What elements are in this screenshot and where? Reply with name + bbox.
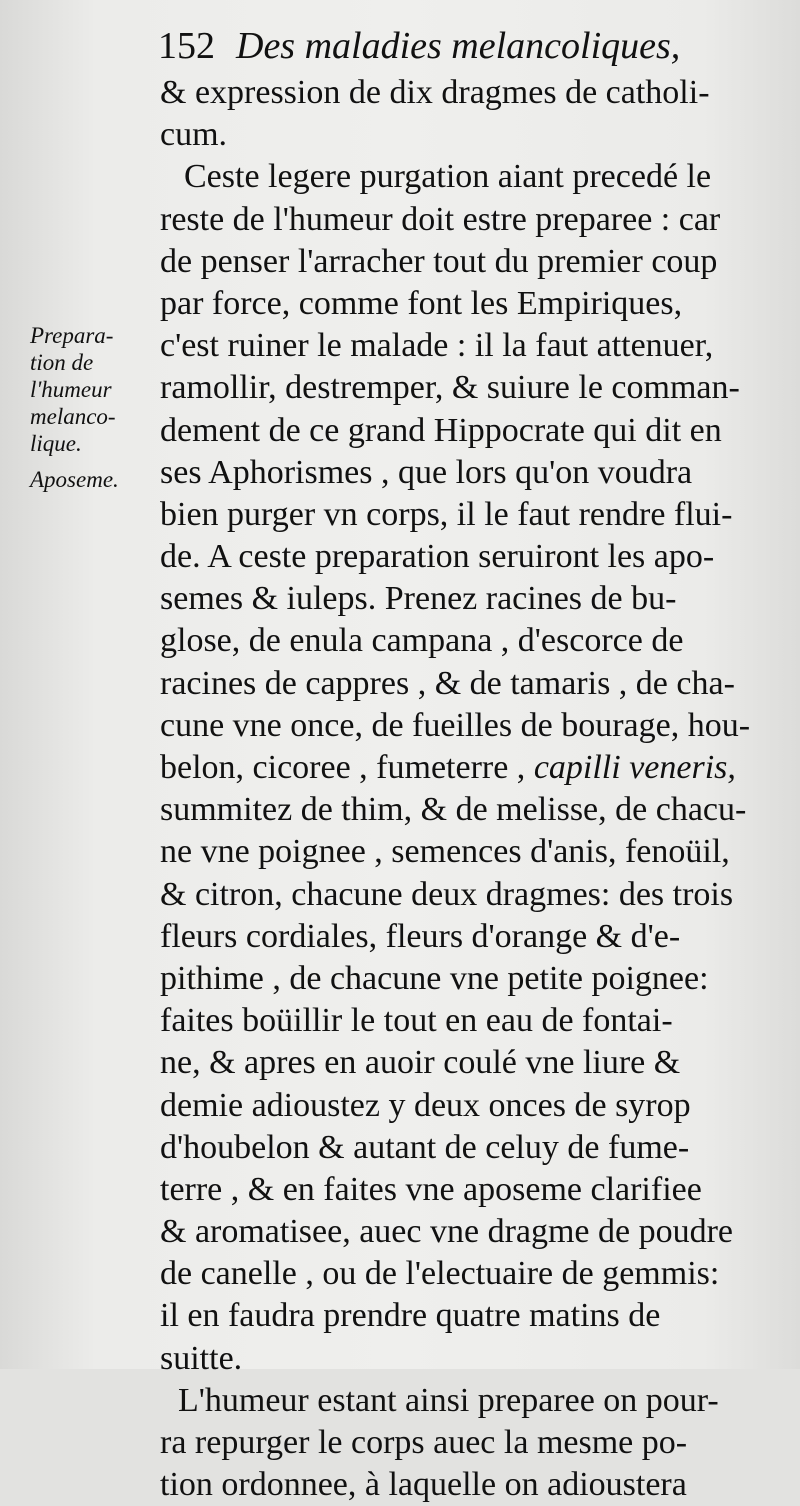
- margin-note-line: tion de: [30, 350, 94, 375]
- text-line: faites boüillir le tout en eau de fontai-: [160, 1002, 673, 1040]
- margin-note-line: lique.: [30, 431, 82, 456]
- text-line: & citron, chacune deux dragmes: des trois: [160, 875, 734, 913]
- text-line: bien purger vn corps, il le faut rendre flui-: [160, 495, 733, 533]
- text-line: fleurs cordiales, fleurs d'orange & d'e-: [160, 917, 681, 955]
- text-line: terre , & en faites vne aposeme clarifiee: [160, 1170, 702, 1208]
- text-line: ra repurger le corps auec la mesme po-: [160, 1424, 688, 1461]
- text-line: cune vne once, de fueilles de bourage, hou-: [160, 706, 751, 744]
- text-line: suitte.: [160, 1339, 243, 1377]
- text-line: c'est ruiner le malade : il la faut attenuer,: [160, 327, 714, 365]
- text-line: pithime , de chacune vne petite poignee:: [160, 959, 709, 997]
- text-line: dement de ce grand Hippocrate qui dit en: [160, 411, 722, 449]
- text-line: d'houbelon & autant de celuy de fume-: [160, 1128, 690, 1166]
- margin-notes: [30, 322, 162, 493]
- text-line: ses Aphorismes , que lors qu'on voudra: [160, 453, 693, 491]
- text-line: & expression de dix dragmes de catholi-: [160, 74, 710, 111]
- text-line: de canelle , ou de l'electuaire de gemmis:: [160, 1255, 720, 1293]
- text-line: [160, 747, 740, 789]
- text-line: par force, comme font les Empiriques,: [160, 284, 683, 322]
- italic-phrase: capilli veneris,: [533, 749, 736, 786]
- text-line: L'humeur estant ainsi preparee on pour-: [178, 1381, 719, 1419]
- margin-note-line: l'humeur: [30, 377, 112, 402]
- running-title: Des maladies melancoliques,: [236, 25, 681, 67]
- text-line: summitez de thim, & de melisse, de chacu-: [160, 791, 747, 829]
- margin-note-line: melanco-: [30, 404, 116, 429]
- text-line: semes & iuleps. Prenez racines de bu-: [160, 580, 677, 618]
- text-line: ramollir, destremper, & suiure le comman-: [160, 369, 740, 407]
- margin-note-aposeme: Aposeme.: [30, 467, 119, 492]
- text-line: racines de cappres , & de tamaris , de cha-: [160, 664, 735, 702]
- body-text: [160, 72, 751, 1506]
- text-line: de penser l'arracher tout du premier coup: [160, 242, 718, 280]
- text-segment: belon, cicoree , fumeterre ,: [160, 749, 526, 786]
- text-line: ne, & apres en auoir coulé vne liure &: [160, 1044, 681, 1082]
- text-line: Ceste legere purgation aiant precedé le: [184, 158, 712, 196]
- margin-note-line: Prepara-: [30, 323, 114, 348]
- text-line: tion ordonnee, à laquelle on adioustera: [160, 1466, 687, 1504]
- text-line: reste de l'humeur doit estre preparee : car: [160, 200, 721, 238]
- text-line: demie adioustez y deux onces de syrop: [160, 1086, 691, 1124]
- page-number: 152: [158, 25, 215, 67]
- text-line: ne vne poignee , semences d'anis, fenoüil,: [160, 833, 730, 871]
- text-line: il en faudra prendre quatre matins de: [160, 1297, 661, 1335]
- page-header: [158, 20, 738, 72]
- text-line: & aromatisee, auec vne dragme de poudre: [160, 1213, 734, 1251]
- text-line: glose, de enula campana , d'escorce de: [160, 622, 684, 660]
- text-line: de. A ceste preparation seruiront les apo-: [160, 538, 715, 576]
- text-line: cum.: [160, 116, 228, 154]
